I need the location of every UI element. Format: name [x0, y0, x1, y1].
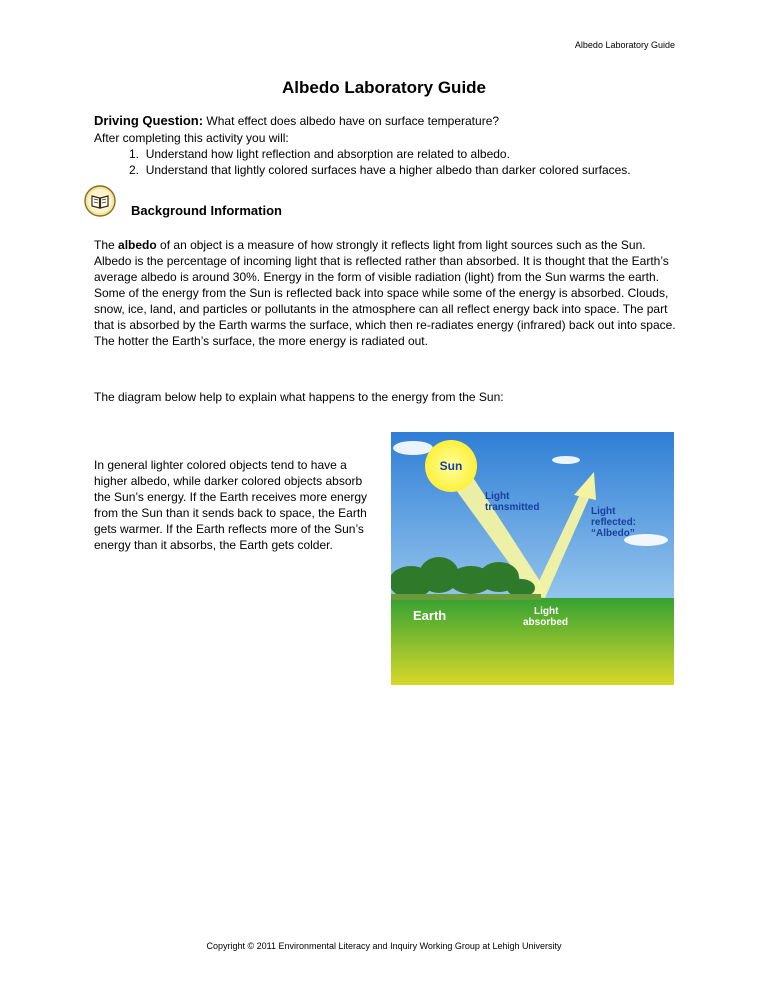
background-heading: Background Information [131, 203, 282, 218]
side-text: In general lighter colored objects tend to have a higher albedo, while darker colored objects absorb the Sun’s energy. If the Earth receives more energy from the Sun than it sends back to space, the Earth gets warmer. If the Earth reflects more of the Sun’s energy than it absorbs, the Earth gets colder. [94, 458, 368, 552]
driving-question-text: What effect does albedo have on surface temperature? [206, 114, 500, 128]
driving-question [94, 113, 499, 128]
background-paragraph: The albedo of an object is a measure of how strongly it reflects light from light sources such as the Sun. Albedo is the percentage of incoming light that is reflected rather than absorbed. It is thought that the Earth’s average albedo is around 30%. Energy in the form of visible radiation (light) from the Sun warms the earth. Some of the energy from the Sun is reflected back into space while some of the energy is absorbed. Clouds, snow, ice, land, and particles or pollutants in the atmosphere can all reflect energy back into space. The part that is absorbed by the Earth warms the surface, which then re-radiates energy (infrared) back out into space. The hotter the Earth’s surface, the more energy is radiated out. [94, 238, 676, 348]
running-header: Albedo Laboratory Guide [574, 40, 675, 50]
driving-question-label: Driving Question: [94, 113, 204, 128]
objectives-intro: After completing this activity you will: [94, 131, 289, 145]
hedge-strip [391, 594, 541, 600]
albedo-term: albedo [118, 238, 157, 252]
reflected-label-line1: Light [591, 506, 616, 517]
transmitted-label-line2: transmitted [485, 502, 540, 513]
absorbed-label-line2: absorbed [523, 617, 569, 628]
reflected-label-line2: reflected: [591, 517, 637, 528]
earth-label: Earth [413, 608, 447, 623]
objective-item: 1. Understand how light reflection and absorption are related to albedo. [129, 147, 510, 161]
page-footer: Copyright © 2011 Environmental Literacy and Inquiry Working Group at Lehigh University [206, 941, 562, 951]
objectives-list [129, 146, 631, 178]
diagram-intro: The diagram below help to explain what happens to the energy from the Sun: [94, 390, 504, 404]
albedo-diagram [391, 432, 674, 685]
objective-item: 2. Understand that lightly colored surfaces have a higher albedo than darker colored surfaces. [129, 163, 631, 177]
absorbed-label-line1: Light [534, 606, 559, 617]
book-icon [84, 185, 116, 217]
transmitted-label-line1: Light [485, 491, 510, 502]
reflected-label-line3: “Albedo” [591, 528, 635, 539]
sun-label: Sun [439, 459, 463, 473]
page-title: Albedo Laboratory Guide [281, 78, 487, 97]
